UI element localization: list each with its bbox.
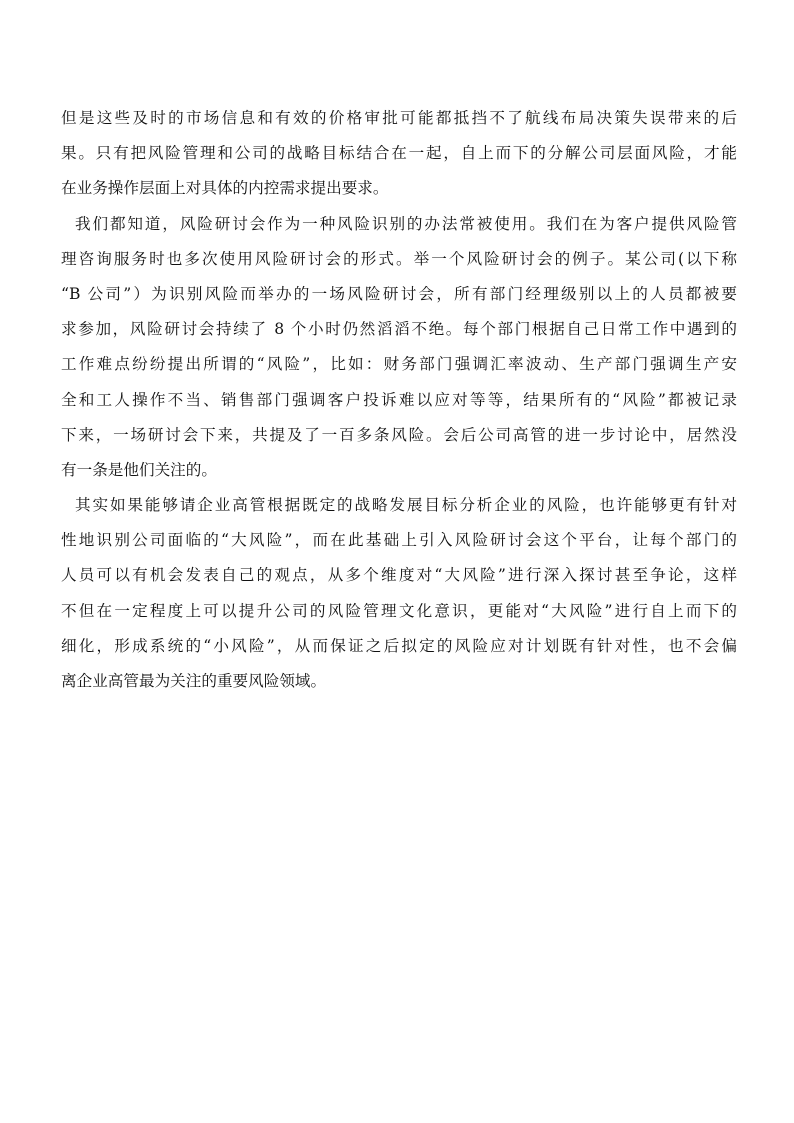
document-body: [61, 101, 737, 699]
text-line: 但是这些及时的市场信息和有效的价格审批可能都抵挡不了航线布局决策失误带来的后: [61, 109, 737, 127]
text-line: 人员可以有机会发表自己的观点，从多个维度对“大风险”进行深入探讨甚至争论，这样: [61, 566, 737, 585]
paragraph-2: [61, 207, 737, 489]
text-line: 离企业高管最为关注的重要风险领域。: [61, 672, 327, 690]
text-line: 细化，形成系统的“小风险”，从而保证之后拟定的风险应对计划既有针对性，也不会偏: [61, 636, 737, 655]
text-line: 性地识别公司面临的“大风险”，而在此基础上引入风险研讨会这个平台，让每个部门的: [61, 531, 737, 550]
text-line: 在业务操作层面上对具体的内控需求提出要求。: [61, 179, 389, 198]
text-line: 下来，一场研讨会下来，共提及了一百多条风险。会后公司高管的进一步讨论中，居然没: [61, 425, 737, 444]
text-line: 有一条是他们关注的。: [61, 460, 217, 479]
text-line: 果。只有把风险管理和公司的战略目标结合在一起，自上而下的分解公司层面风险，才能: [61, 144, 737, 163]
text-line: 我们都知道，风险研讨会作为一种风险识别的办法常被使用。我们在为客户提供风险管: [75, 214, 737, 233]
text-line: 工作难点纷纷提出所谓的“风险”，比如：财务部门强调汇率波动、生产部门强调生产安: [61, 355, 737, 374]
text-line: 求参加，风险研讨会持续了 8 个小时仍然滔滔不绝。每个部门根据自己日常工作中遇到的: [61, 320, 737, 339]
text-line: 不但在一定程度上可以提升公司的风险管理文化意识，更能对“大风险”进行自上而下的: [61, 601, 737, 620]
text-line: 理咨询服务时也多次使用风险研讨会的形式。举一个风险研讨会的例子。某公司(以下称: [61, 249, 737, 268]
text-line: 其实如果能够请企业高管根据既定的战略发展目标分析企业的风险，也许能够更有针对: [75, 496, 737, 515]
paragraph-1: [61, 101, 737, 207]
text-line: “B 公司”）为识别风险而举办的一场风险研讨会，所有部门经理级别以上的人员都被要: [61, 284, 737, 303]
text-line: 全和工人操作不当、销售部门强调客户投诉难以应对等等，结果所有的“风险”都被记录: [61, 390, 737, 409]
paragraph-3: [61, 488, 737, 699]
